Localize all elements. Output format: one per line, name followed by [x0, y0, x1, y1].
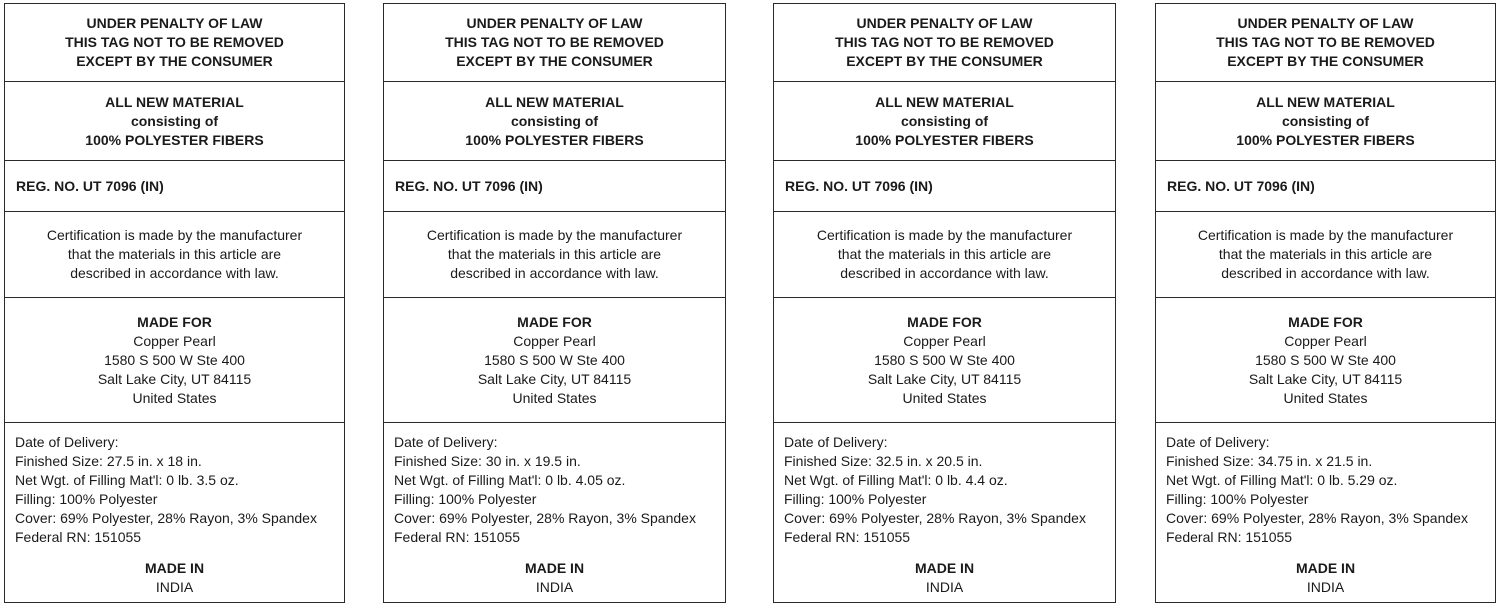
- material-section: ALL NEW MATERIAL consisting of 100% POLYESTER FIBERS: [1156, 82, 1495, 161]
- net-weight: Net Wgt. of Filling Mat'l: 0 lb. 3.5 oz.: [15, 472, 239, 488]
- filling: Filling: 100% Polyester: [394, 491, 537, 507]
- made-for-section: MADE FOR Copper Pearl 1580 S 500 W Ste 400 Salt Lake City, UT 84115 United States: [5, 298, 344, 423]
- filling: Filling: 100% Polyester: [1166, 491, 1309, 507]
- federal-rn: Federal RN: 151055: [784, 529, 911, 545]
- finished-size: Finished Size: 27.5 in. x 18 in.: [15, 453, 202, 469]
- certification-section: Certification is made by the manufacturer that the materials in this article are described in accordance with law.: [774, 212, 1115, 298]
- certification-section: Certification is made by the manufacturer that the materials in this article are described in accordance with law.: [1156, 212, 1495, 298]
- delivery-date: Date of Delivery:: [15, 434, 119, 450]
- penalty-header: UNDER PENALTY OF LAW THIS TAG NOT TO BE REMOVED EXCEPT BY THE CONSUMER: [1156, 4, 1495, 82]
- penalty-header: UNDER PENALTY OF LAW THIS TAG NOT TO BE REMOVED EXCEPT BY THE CONSUMER: [384, 4, 725, 82]
- made-for-section: MADE FOR Copper Pearl 1580 S 500 W Ste 400 Salt Lake City, UT 84115 United States: [1156, 298, 1495, 423]
- net-weight: Net Wgt. of Filling Mat'l: 0 lb. 4.4 oz.: [784, 472, 1008, 488]
- federal-rn: Federal RN: 151055: [1166, 529, 1293, 545]
- reg-number: REG. NO. UT 7096 (IN): [384, 161, 725, 212]
- details-section: [1156, 423, 1495, 602]
- made-in: MADE IN INDIA: [1295, 560, 1356, 595]
- cover: Cover: 69% Polyester, 28% Rayon, 3% Spandex: [394, 510, 696, 526]
- law-tag: [383, 3, 726, 603]
- made-for-section: MADE FOR Copper Pearl 1580 S 500 W Ste 400 Salt Lake City, UT 84115 United States: [774, 298, 1115, 423]
- filling: Filling: 100% Polyester: [15, 491, 158, 507]
- cover: Cover: 69% Polyester, 28% Rayon, 3% Spandex: [1166, 510, 1468, 526]
- reg-number: REG. NO. UT 7096 (IN): [774, 161, 1115, 212]
- cover: Cover: 69% Polyester, 28% Rayon, 3% Spandex: [784, 510, 1086, 526]
- delivery-date: Date of Delivery:: [1166, 434, 1270, 450]
- made-for-section: MADE FOR Copper Pearl 1580 S 500 W Ste 400 Salt Lake City, UT 84115 United States: [384, 298, 725, 423]
- law-tag: [4, 3, 345, 603]
- law-tag: [773, 3, 1116, 603]
- reg-number: REG. NO. UT 7096 (IN): [5, 161, 344, 212]
- delivery-date: Date of Delivery:: [784, 434, 888, 450]
- details-section: [774, 423, 1115, 602]
- finished-size: Finished Size: 32.5 in. x 20.5 in.: [784, 453, 983, 469]
- details-section: [5, 423, 344, 602]
- material-section: ALL NEW MATERIAL consisting of 100% POLYESTER FIBERS: [384, 82, 725, 161]
- federal-rn: Federal RN: 151055: [15, 529, 142, 545]
- details-section: [384, 423, 725, 602]
- made-in: MADE IN INDIA: [524, 560, 585, 595]
- material-section: ALL NEW MATERIAL consisting of 100% POLYESTER FIBERS: [774, 82, 1115, 161]
- reg-number: REG. NO. UT 7096 (IN): [1156, 161, 1495, 212]
- net-weight: Net Wgt. of Filling Mat'l: 0 lb. 4.05 oz.: [394, 472, 626, 488]
- law-tag: [1155, 3, 1496, 603]
- penalty-header: UNDER PENALTY OF LAW THIS TAG NOT TO BE REMOVED EXCEPT BY THE CONSUMER: [5, 4, 344, 82]
- certification-section: Certification is made by the manufacturer that the materials in this article are described in accordance with law.: [5, 212, 344, 298]
- federal-rn: Federal RN: 151055: [394, 529, 521, 545]
- filling: Filling: 100% Polyester: [784, 491, 927, 507]
- delivery-date: Date of Delivery:: [394, 434, 498, 450]
- made-in: MADE IN INDIA: [914, 560, 975, 595]
- made-in: MADE IN INDIA: [144, 560, 205, 595]
- material-section: ALL NEW MATERIAL consisting of 100% POLYESTER FIBERS: [5, 82, 344, 161]
- net-weight: Net Wgt. of Filling Mat'l: 0 lb. 5.29 oz.: [1166, 472, 1398, 488]
- finished-size: Finished Size: 34.75 in. x 21.5 in.: [1166, 453, 1373, 469]
- finished-size: Finished Size: 30 in. x 19.5 in.: [394, 453, 581, 469]
- cover: Cover: 69% Polyester, 28% Rayon, 3% Spandex: [15, 510, 317, 526]
- certification-section: Certification is made by the manufacturer that the materials in this article are described in accordance with law.: [384, 212, 725, 298]
- penalty-header: UNDER PENALTY OF LAW THIS TAG NOT TO BE REMOVED EXCEPT BY THE CONSUMER: [774, 4, 1115, 82]
